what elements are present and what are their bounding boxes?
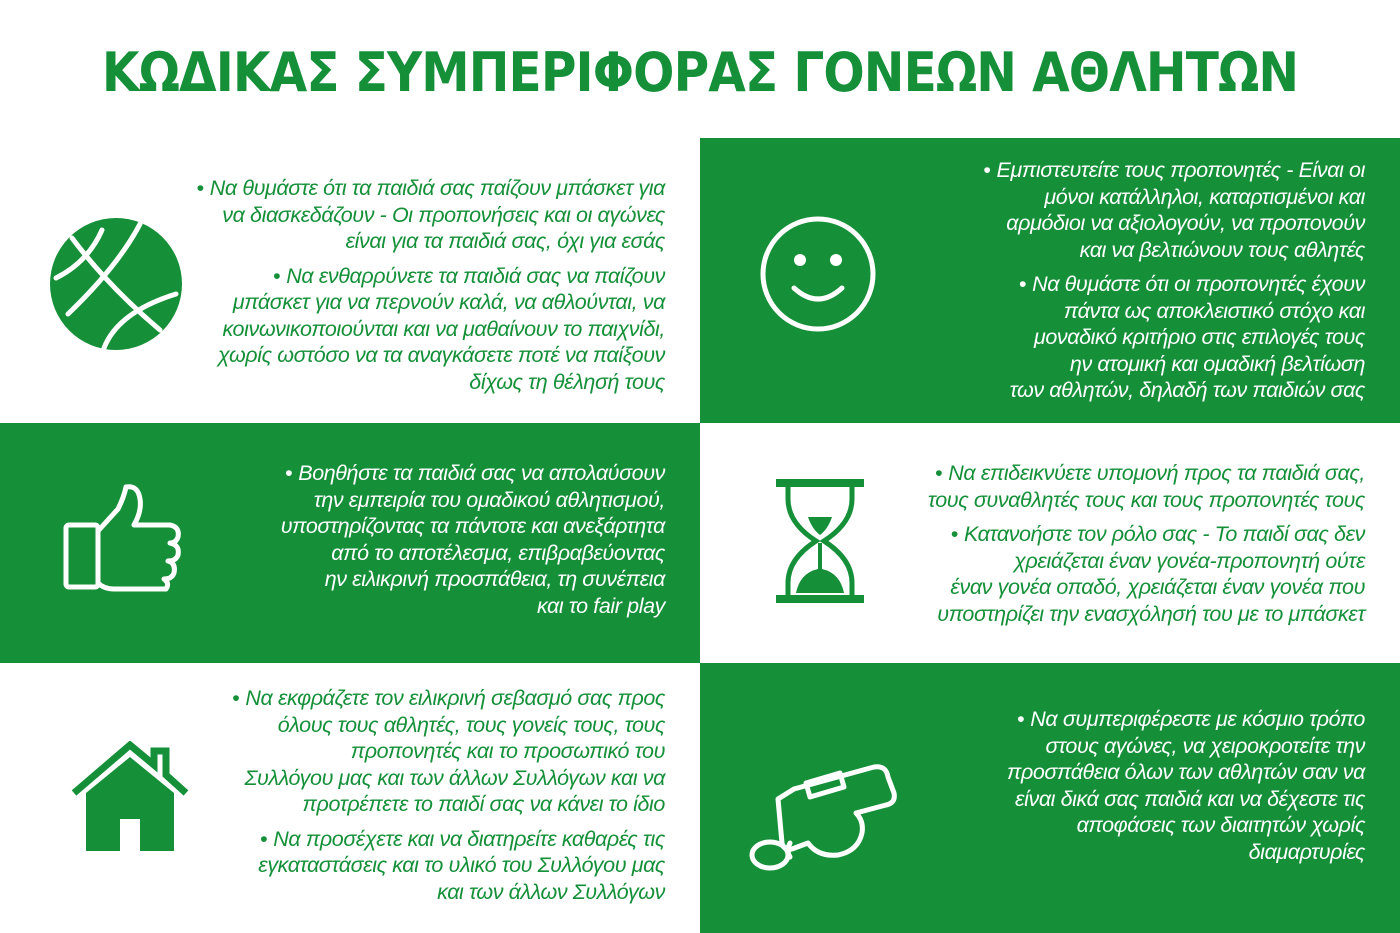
text-line: να διασκεδάζουν - Οι προπονήσεις και οι αγώνες xyxy=(222,202,665,227)
text-line: προτρέπετε το παιδί σας να κάνει το ίδιο xyxy=(302,792,665,816)
text-line: προσπάθεια όλων των αθλητών σαν να xyxy=(1006,760,1365,784)
text-line: Να ενθαρρύνετε τα παιδιά σας να παίζουν xyxy=(286,263,665,288)
bullet-mark: • xyxy=(260,826,268,851)
bullet-mark: • xyxy=(232,686,240,710)
bullet-mark: • xyxy=(950,522,958,546)
section-text xyxy=(145,175,665,395)
bullet-paragraph xyxy=(145,263,665,396)
text-line: Να συμπεριφέρεστε με κόσμιο τρόπο xyxy=(1030,707,1365,731)
bullet-mark: • xyxy=(285,461,293,485)
text-line: χρειάζεται έναν γονέα-προπονητή ούτε xyxy=(1014,548,1365,573)
page-title: ΚΩΔΙΚΑΣ ΣΥΜΠΕΡΙΦΟΡΑΣ ΓΟΝΕΩΝ ΑΘΛΗΤΩΝ xyxy=(101,41,1299,104)
text-line: την εμπειρία του ομαδικού αθλητισμού, xyxy=(313,487,665,512)
text-line: Να θυμάστε ότι οι προπονητές έχουν xyxy=(1032,272,1365,296)
section-text xyxy=(905,157,1365,404)
text-line: ην ειλικρινή προσπάθεια, τη συνέπεια xyxy=(324,567,665,591)
text-line: μοναδικό κριτήριο στις επιλογές τους xyxy=(1033,325,1365,349)
text-line: τους συναθλητές τους και τους προπονητές τους xyxy=(927,487,1365,512)
bullet-paragraph xyxy=(185,685,665,818)
hourglass-icon xyxy=(774,477,866,605)
text-line: όλους τους αθλητές, τους γονείς τους, τους xyxy=(277,712,665,737)
text-line: υποστηρίζει την ενασχόλησή του με το μπάσκετ xyxy=(937,601,1365,626)
section-house xyxy=(0,663,700,933)
bullet-paragraph xyxy=(925,706,1365,865)
section-basketball xyxy=(0,138,700,423)
text-line: και να βελτιώνουν τους αθλητές xyxy=(1079,237,1365,262)
text-line: έναν γονέα οπαδό, χρειάζεται έναν γονέα που xyxy=(950,575,1365,599)
text-line: κοινωνικοποιούνται και να μαθαίνουν το παιχνίδι, xyxy=(222,316,665,341)
bullet-mark: • xyxy=(935,461,943,485)
text-line: Εμπιστευτείτε τους προπονητές - Είναι οι xyxy=(996,158,1365,182)
bullet-paragraph xyxy=(185,460,665,619)
text-line: αποφάσεις των διαιτητών χωρίς xyxy=(1076,813,1365,837)
bullet-paragraph xyxy=(885,460,1365,513)
section-text xyxy=(185,460,665,619)
section-whistle xyxy=(700,663,1400,933)
text-line: είναι για τα παιδιά σας, όχι για εσάς xyxy=(345,229,665,253)
text-line: πάντα ως αποκλειστικό στόχο και xyxy=(1063,298,1365,323)
text-line: Να θυμάστε ότι τα παιδιά σας παίζουν μπάσκετ για xyxy=(209,176,665,200)
text-line: στους αγώνες, να χειροκροτείτε την xyxy=(1045,733,1365,758)
text-line: χωρίς ωστόσο να τα αναγκάσετε ποτέ να παίξουν xyxy=(217,343,665,367)
text-line: Βοηθήστε τα παιδιά σας να απολαύσουν xyxy=(298,461,665,485)
text-line: προπονητές και το προσωπικό του xyxy=(350,739,665,763)
text-line: υποστηρίζοντας τα πάντοτε και ανεξάρτητα xyxy=(280,514,665,538)
text-line: Κατανοήστε τον ρόλο σας - Το παιδί σας δεν xyxy=(963,522,1365,546)
text-line: από το αποτέλεσμα, επιβραβεύοντας xyxy=(331,540,665,565)
text-line: Να εκφράζετε τον ειλικρινή σεβασμό σας προς xyxy=(245,686,665,710)
bullet-paragraph xyxy=(145,175,665,255)
text-line: μόνοι κατάλληλοι, καταρτισμένοι και xyxy=(1044,184,1365,209)
thumbs-up-icon xyxy=(62,481,186,593)
text-line: και το fair play xyxy=(536,593,665,618)
section-thumbs-up xyxy=(0,423,700,663)
text-line: εγκαταστάσεις και το υλικό του Συλλόγου μας xyxy=(258,853,665,877)
text-line: των αθλητών, δηλαδή των παιδιών σας xyxy=(1009,378,1365,402)
text-line: και των άλλων Συλλόγων xyxy=(437,879,665,904)
text-line: δίχως τη θέλησή τους xyxy=(469,369,665,394)
bullet-paragraph xyxy=(885,521,1365,627)
bullet-mark: • xyxy=(196,176,204,200)
bullet-paragraph xyxy=(185,826,665,906)
bullet-mark: • xyxy=(273,263,281,288)
section-text xyxy=(885,460,1365,627)
bullet-mark: • xyxy=(983,158,991,182)
text-line: Να προσέχετε και να διατηρείτε καθαρές τις xyxy=(273,826,665,851)
bullet-mark: • xyxy=(1018,272,1027,296)
whistle-icon xyxy=(748,759,898,879)
section-hourglass xyxy=(700,423,1400,663)
text-line: ην ατομική και ομαδική βελτίωση xyxy=(1069,351,1365,376)
bullet-paragraph xyxy=(905,157,1365,263)
section-text xyxy=(185,685,665,905)
section-smiley xyxy=(700,138,1400,423)
text-line: Να επιδεικνύετε υπομονή προς τα παιδιά σας, xyxy=(948,461,1365,485)
bullet-paragraph xyxy=(905,271,1365,404)
text-line: αρμόδιοι να αξιολογούν, να προπονούν xyxy=(1006,211,1365,235)
text-line: είναι δικά σας παιδιά και να δέχεστε τις xyxy=(1015,786,1365,811)
section-text xyxy=(925,706,1365,865)
house-icon xyxy=(70,741,190,853)
smiley-face-icon xyxy=(758,214,878,334)
text-line: διαμαρτυρίες xyxy=(1248,839,1365,864)
bullet-mark: • xyxy=(1017,707,1025,731)
text-line: μπάσκετ για να περνούν καλά, να αθλούνται, να xyxy=(232,290,665,314)
text-line: Συλλόγου μας και των άλλων Συλλόγων και να xyxy=(244,765,665,790)
